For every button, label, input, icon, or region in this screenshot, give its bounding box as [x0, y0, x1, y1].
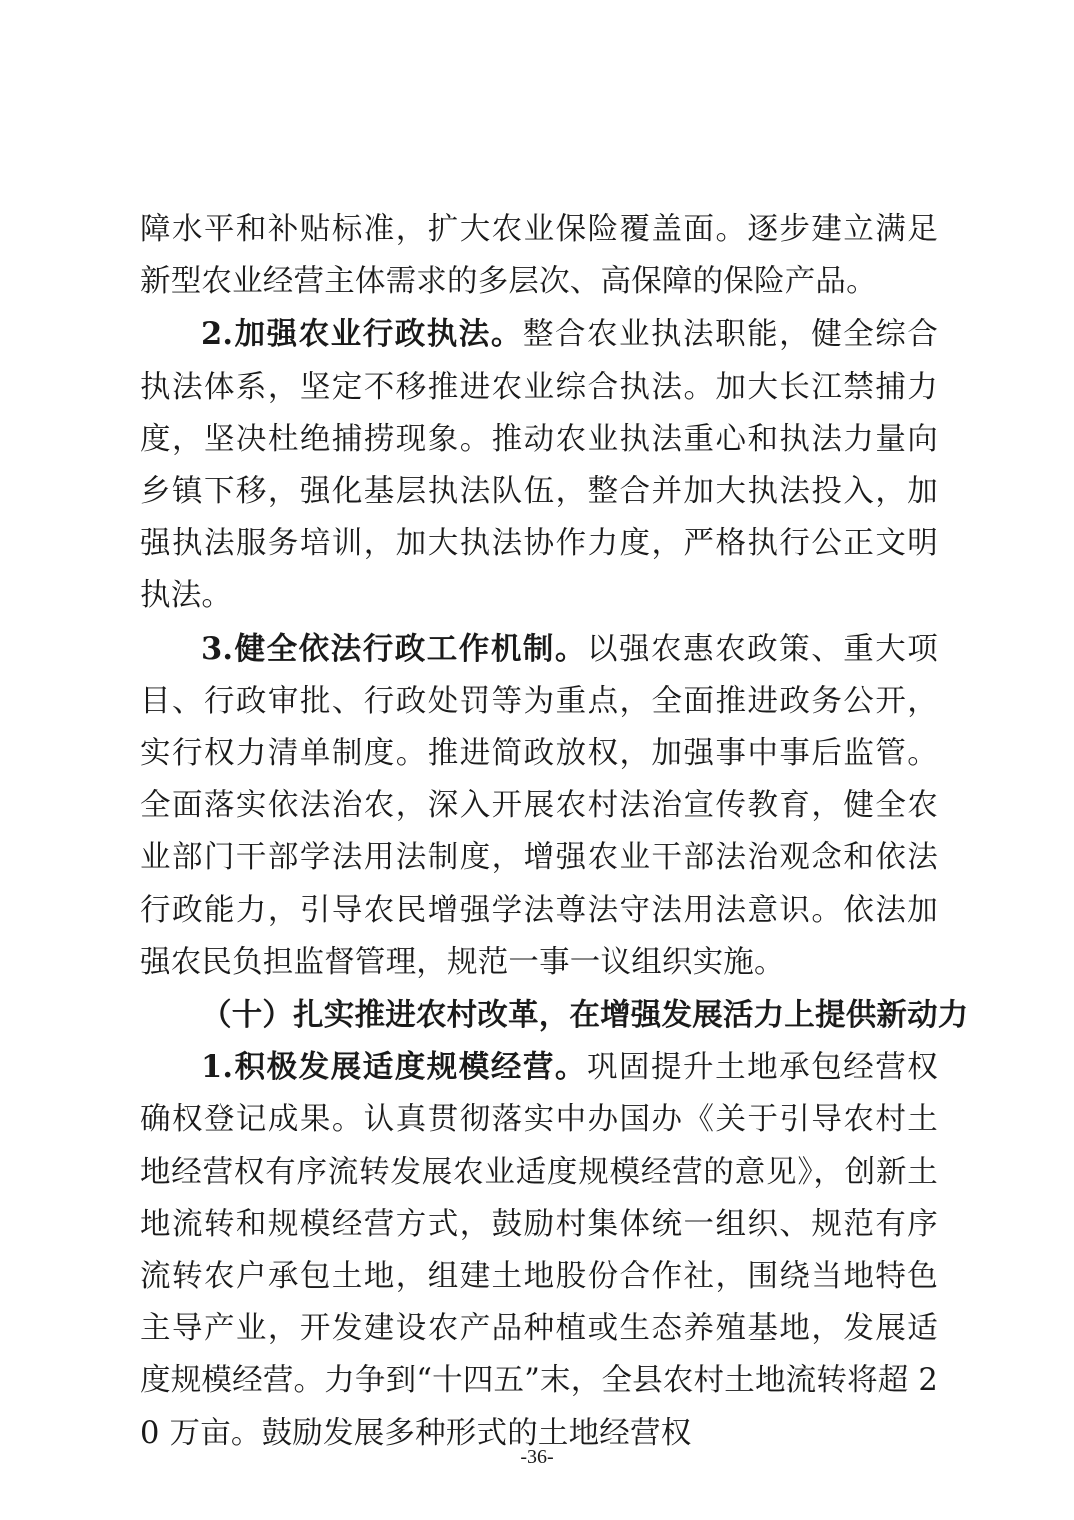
paragraph-text: 巩固提升土地承包经营权确权登记成果。认真贯彻落实中办国办《关于引导农村土地经营权有序流转发展农业适度规模经营的意见》，创新土地流转和规模经营方式，鼓励村集体统一组织、规范有序流转农户承包土地，组建土地股份合作社，围绕当地特色主导产业，开发建设农产品种植或生态养殖基地，发展适度规模经营。力争到“十四五”末，全县农村土地流转将超 20 万亩。鼓励发展多种形式的土地经营权 [140, 1050, 938, 1451]
paragraph-text: 整合农业执法职能，健全综合执法体系，坚定不移推进农业综合执法。加大长江禁捕力度，坚决杜绝捕捞现象。推动农业执法重心和执法力量向乡镇下移，强化基层执法队伍，整合并加大执法投入，加强执法服务培训，加大执法协作力度，严格执行公正文明执法。 [140, 317, 938, 614]
section-heading: （十）扎实推进农村改革，在增强发展活力上提供新动力 [201, 997, 969, 1034]
paragraph-lead-heading: 3.健全依法行政工作机制。 [201, 630, 587, 667]
paragraph-insurance-continuation [140, 204, 938, 308]
paragraph-text: 障水平和补贴标准，扩大农业保险覆盖面。逐步建立满足新型农业经营主体需求的多层次、高保障的保险产品。 [140, 212, 938, 300]
paragraph-scale-operation [140, 1041, 938, 1460]
paragraph-administrative-mechanism [140, 623, 938, 989]
paragraph-lead-heading: 1.积极发展适度规模经营。 [201, 1049, 587, 1086]
paragraph-agricultural-law-enforcement [140, 308, 938, 622]
document-body [140, 204, 969, 1460]
page-number: -36- [520, 1446, 554, 1468]
paragraph-text: 以强农惠农政策、重大项目、行政审批、行政处罚等为重点，全面推进政务公开，实行权力清单制度。推进简政放权，加强事中事后监管。全面落实依法治农，深入开展农村法治宣传教育，健全农业部门干部学法用法制度，增强农业干部法治观念和依法行政能力，引导农民增强学法尊法守法用法意识。依法加强农民负担监督管理，规范一事一议组织实施。 [140, 631, 938, 980]
paragraph-lead-heading: 2.加强农业行政执法。 [201, 316, 523, 353]
